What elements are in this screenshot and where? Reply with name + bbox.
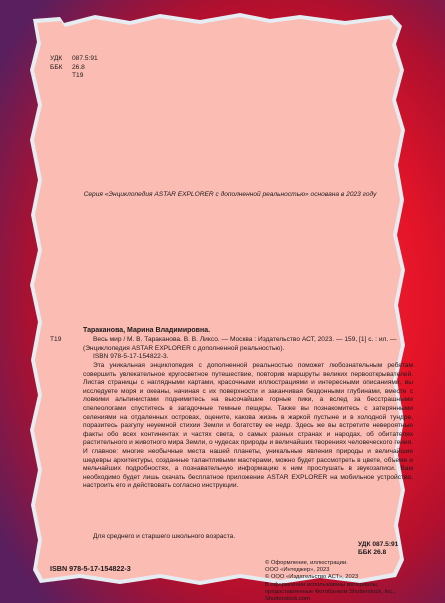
udc-label: УДК [50,55,63,62]
isbn-line: ISBN 978-5-17-154822-3. [93,353,169,360]
annotation-text: Эта уникальная энциклопедия с дополненной реальностью поможет любознательным ребятам совершить увлекательное кругосветное путешествие, повторив маршруты великих первооткрывателей. Листая страницы с наглядными картами, красочными иллюстрациями и интересными описаниями, вы исследуете моря и океаны, начиная с их поверхности и заканчивая бездонными глубинами, вместе с ловкими альпинистами поднимитесь на высочайшие горные пики, а вслед за бесстрашными спелеологами спуститесь в загадочные темные пещеры. Также вы познакомитесь с затерянными селениями на отдаленных островах, оцените, какова жизнь в жаркой пустыне и в холодной тундре, поразитесь разгулу неуемной стихии Земли и богатству ее недр. Здесь же вы встретите невероятные факты обо всех континентах и частях света, о самых разных странах и народах, об обитателях растительного и животного мира Земли, о чудесах природы и величайших творениях человеческого гения. И главное: многие необычные места нашей планеты, уникальные явления природы и величайшие шедевры архитектуры, созданные талантливыми мастерами, можно будет рассмотреть в цвете, объеме и мельчайших подробностях, а познавательную информацию к ним прослушать в звукозаписи. Вам необходимо будет лишь скачать бесплатное приложение ASTAR EXPLORER на мобильное устройство, настроить его и действовать согласно инструкции. [83,362,413,490]
isbn-bottom: ISBN 978-5-17-154822-3 [50,564,131,573]
bbk-value: 26.8 [72,63,85,71]
bbk-code-bottom: ББК 26.8 [358,549,387,557]
author-mark-value: Т19 [72,72,84,80]
udc-code-row [50,55,98,64]
copyright-line: В оформлении использованы материалы, [265,581,379,588]
entry-code: Т19 [50,336,62,343]
copyright-line: © Оформление, иллюстрации. [265,560,348,566]
copyright-line: Shutterstock.com [265,596,310,603]
bibliographic-description: Весь мир / М. В. Тараканова. В. В. Ликсо. — Москва : Издательство АСТ, 2023. — 159, [1] с. : ил. — (Энциклопедия ASTAR EXPLORER с дополненной реальностью). [83,336,397,352]
udc-value: 087.5:91 [72,55,98,62]
copyright-line: ООО «Интеджер», 2023 [265,567,330,574]
bbk-code-row [50,64,98,73]
copyright-block [265,560,395,603]
copyright-line: предоставленные Фотобанком Shutterstock, Inc., [265,588,396,595]
author-mark-row [50,72,98,81]
age-note: Для среднего и старшего школьного возраста. [93,533,236,540]
author-heading: Тараканова, Марина Владимировна. [83,327,211,334]
classification-codes-bottom [358,541,398,558]
classification-codes-top [50,55,98,81]
series-note: Серия «Энциклопедия ASTAR EXPLORER с дополненной реальностью» основана в 2023 году [83,191,377,198]
copyright-line: © ООО «Издательство АСТ», 2023 [265,574,359,581]
bbk-label: ББК [50,63,63,71]
udc-code-bottom: УДК 087.5:91 [358,541,399,548]
